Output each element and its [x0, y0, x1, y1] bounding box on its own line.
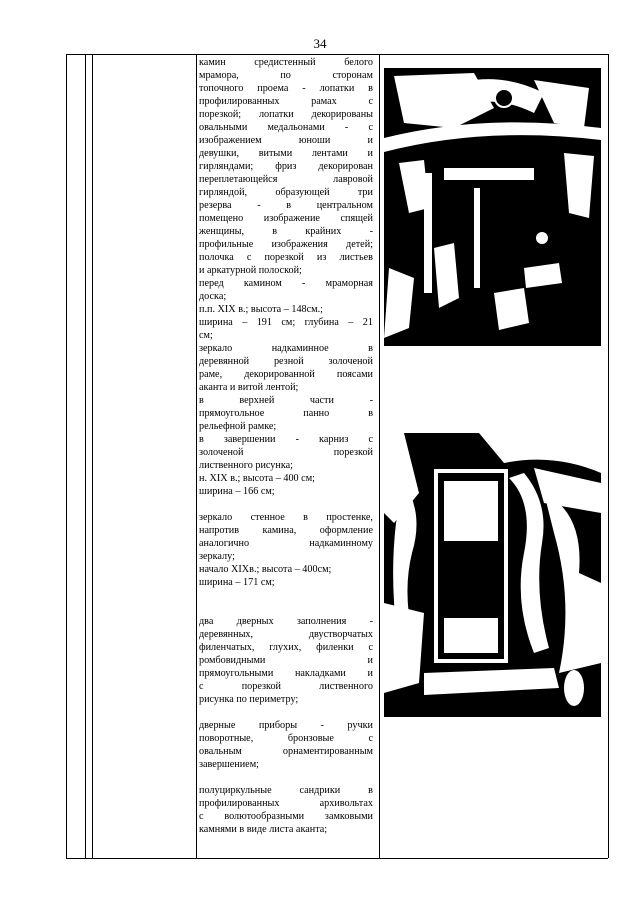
text-line: напротив камина, оформление [199, 525, 373, 536]
description-item [199, 615, 373, 706]
fireplace-photo [384, 68, 601, 346]
text-line: рисунка по периметру; [199, 694, 299, 705]
mirror-photo [384, 433, 601, 717]
page-number: 34 [313, 36, 327, 51]
text-line: лиственного рисунка; [199, 460, 293, 471]
text-line: овальным орнаментированным [199, 746, 373, 757]
text-line: раме, декорированной поясами [199, 369, 373, 380]
text-line: овальными медальонами - с [199, 122, 373, 133]
text-line: камин средистенный белого [199, 57, 373, 68]
text-line: гирляндами; фриз декорирован [199, 161, 373, 172]
text-line: деревянной резной золоченой [199, 356, 373, 367]
text-line: см; [199, 330, 213, 341]
text-line: рельефной рамке; [199, 421, 277, 432]
text-line: девушки, витыми лентами и [199, 148, 373, 159]
table-divider-2 [92, 54, 93, 858]
text-line: изображением юноши и [199, 135, 373, 146]
description-cell [199, 56, 373, 836]
table-divider-3 [196, 54, 197, 858]
table-divider-left [66, 54, 67, 858]
text-line: деревянных, двустворчатых [199, 629, 373, 640]
text-line: перед камином - мраморная [199, 278, 373, 289]
text-line: гирляндой, образующей три [199, 187, 373, 198]
text-line: полуциркульные сандрики в [199, 785, 373, 796]
text-line: профильные изображения детей; [199, 239, 373, 250]
text-line: дверные приборы - ручки [199, 720, 373, 731]
text-line: полочка с порезкой из листьев [199, 252, 373, 263]
paragraph-gap [199, 771, 373, 784]
text-line: топочного проема - лопатки в [199, 83, 373, 94]
description-item [199, 342, 373, 498]
paragraph-gap [199, 589, 373, 602]
paragraph-gap [199, 706, 373, 719]
text-line: н. XIX в.; высота – 400 см; [199, 473, 315, 484]
text-line: поворотные, бронзовые с [199, 733, 373, 744]
text-line: зеркало стенное в простенке, [199, 512, 373, 523]
text-line: с порезкой лиственного [199, 681, 373, 692]
text-line: мрамора, по сторонам [199, 70, 373, 81]
text-line: золоченой порезкой [199, 447, 373, 458]
text-line: профилированных архивольтах [199, 798, 373, 809]
text-line: и аркатурной полоской; [199, 265, 302, 276]
text-line: ширина – 166 см; [199, 486, 275, 497]
description-item [199, 511, 373, 589]
description-item [199, 784, 373, 836]
text-line: в верхней части - [199, 395, 373, 406]
text-line: переплетающейся лавровой [199, 174, 373, 185]
text-line: аналогично надкаминному [199, 538, 373, 549]
description-item [199, 719, 373, 771]
text-line: ширина – 171 см; [199, 577, 275, 588]
text-line: ромбовидными и [199, 655, 373, 666]
table-divider-right [608, 54, 609, 858]
text-line: резерва - в центральном [199, 200, 373, 211]
text-line: ширина – 191 см; глубина – 21 [199, 317, 373, 328]
text-line: с волютообразными замковыми [199, 811, 373, 822]
paragraph-gap [199, 602, 373, 615]
text-line: камнями в виде листа аканта; [199, 824, 328, 835]
paragraph-gap [199, 498, 373, 511]
text-line: п.п. XIX в.; высота – 148см.; [199, 304, 323, 315]
text-line: зеркало надкаминное в [199, 343, 373, 354]
text-line: два дверных заполнения - [199, 616, 373, 627]
text-line: доска; [199, 291, 227, 302]
text-line: прямоугольными накладками и [199, 668, 373, 679]
text-line: зеркалу; [199, 551, 235, 562]
text-line: порезкой; лопатки декорированы [199, 109, 373, 120]
text-line: филенчатых, глухих, филенки с [199, 642, 373, 653]
text-line: женщины, в крайних - [199, 226, 373, 237]
description-item [199, 56, 373, 342]
text-line: завершением; [199, 759, 259, 770]
text-line: начало XIXв.; высота – 400см; [199, 564, 332, 575]
text-line: профилированных рамах с [199, 96, 373, 107]
text-line: аканта и витой лентой; [199, 382, 299, 393]
table-divider-4 [379, 54, 380, 858]
text-line: прямоугольное панно в [199, 408, 373, 419]
table-divider-1 [85, 54, 86, 858]
text-line: помещено изображение спящей [199, 213, 373, 224]
text-line: в завершении - карниз с [199, 434, 373, 445]
